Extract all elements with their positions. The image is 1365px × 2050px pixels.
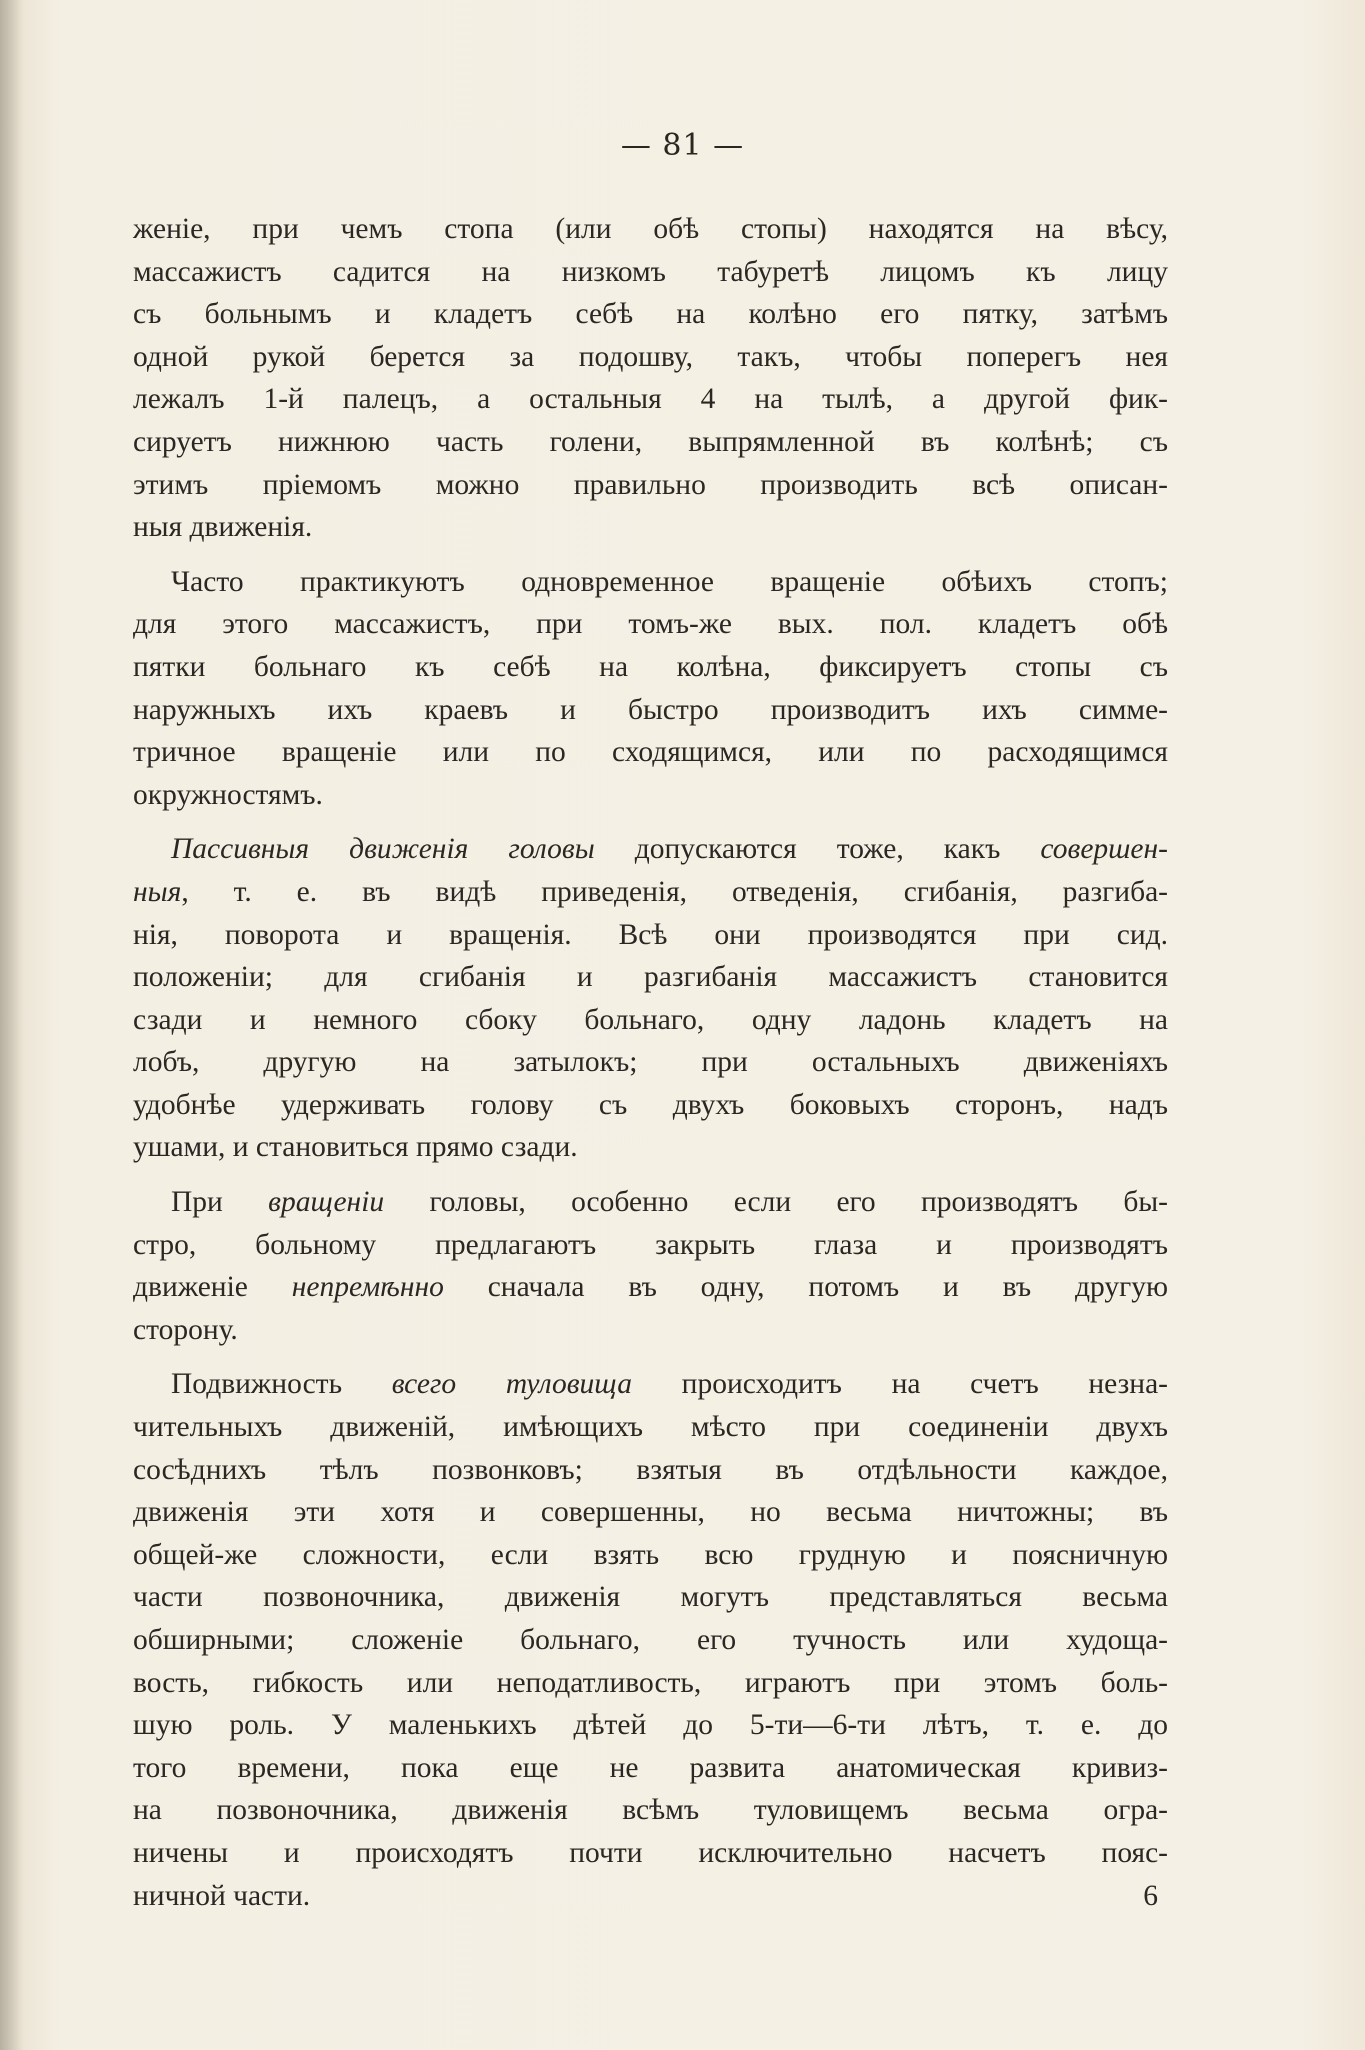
text-line: тричное вращеніе или по сходящимся, или по расходящимся [133,736,1168,769]
paragraph-2 [133,561,1168,817]
italic-term: ныя [133,875,182,908]
text-line [133,871,1168,914]
text-line: для этого массажистъ, при томъ-же вых. пол. кладетъ обѣ [133,608,1168,641]
text-line: сируетъ нижнюю часть голени, выпрямленной въ колѣнѣ; съ [133,425,1168,458]
italic-term: всего туловища [391,1368,632,1401]
text-line: стро, больному предлагаютъ закрыть глаза и производятъ [133,1228,1168,1261]
text-line: пятки больнаго къ себѣ на колѣна, фиксируетъ стопы съ [133,650,1168,683]
text-line: положеніи; для сгибанія и разгибанія массажистъ становится [133,961,1168,994]
paragraph-4 [133,1181,1168,1351]
text-line: лобъ, другую на затылокъ; при остальныхъ движеніяхъ [133,1046,1168,1079]
text-run: Подвижность [171,1368,392,1401]
last-line-with-signature [133,1875,1168,1918]
paragraph-5 [133,1363,1168,1917]
text-line: окружностямъ. [133,778,323,811]
text-line: нія, поворота и вращенія. Всѣ они производятся при сид. [133,918,1168,951]
text-line: сзади и немного сбоку больнаго, одну ладонь кладетъ на [133,1003,1168,1036]
paragraph-3 [133,828,1168,1169]
text-line: удобнѣе удерживать голову съ двухъ боковыхъ сторонъ, надъ [133,1088,1168,1121]
text-line: сосѣднихъ тѣлъ позвонковъ; взятыя въ отдѣльности каждое, [133,1453,1168,1486]
text-line: ничены и происходятъ почти исключительно насчетъ пояс- [133,1836,1168,1869]
text-line [133,1266,1168,1309]
text-run: головы, особенно если его производятъ бы- [384,1186,1169,1219]
text-line: шую роль. У маленькихъ дѣтей до 5-ти—6-ти лѣтъ, т. е. до [133,1709,1168,1742]
text-line: части позвоночника, движенія могутъ представляться весьма [133,1581,1168,1614]
text-line: массажистъ садится на низкомъ табуретѣ лицомъ къ лицу [133,255,1168,288]
text-line: Часто практикуютъ одновременное вращеніе обѣихъ стопъ; [171,565,1168,598]
text-line: ничной части. [133,1879,311,1912]
text-run: допускаются тоже, какъ [594,833,1041,866]
text-line: ныя движенія. [133,511,313,544]
text-line: лежалъ 1-й палецъ, а остальныя 4 на тылѣ, а другой фик- [133,383,1168,416]
text-line: одной рукой берется за подошву, такъ, чтобы поперегъ нея [133,340,1168,373]
text-line: сторону. [133,1313,238,1346]
text-line: наружныхъ ихъ краевъ и быстро производитъ ихъ симме- [133,693,1168,726]
text-line: этимъ пріемомъ можно правильно производить всѣ описан- [133,468,1168,501]
binding-shadow [0,0,24,2050]
page-number: — 81 — [620,128,745,163]
text-run: движеніе [133,1271,292,1304]
text-line: общей-же сложности, если взять всю грудную и поясничную [133,1538,1168,1571]
text-line [133,1181,1168,1224]
text-run: При [171,1186,269,1219]
text-line: женіе, при чемъ стопа (или обѣ стопы) находятся на вѣсу, [133,213,1168,245]
text-line: ушами, и становиться прямо сзади. [133,1131,578,1164]
text-line: съ больнымъ и кладетъ себѣ на колѣно его пятку, затѣмъ [133,298,1168,331]
text-line: на позвоночника, движенія всѣмъ туловищемъ весьма огра- [133,1794,1168,1827]
text-run: происходитъ на счетъ незна- [632,1368,1168,1401]
text-line: чительныхъ движеній, имѣющихъ мѣсто при соединеніи двухъ [133,1411,1168,1444]
text-line: обширными; сложеніе больнаго, его тучность или худоща- [133,1624,1168,1656]
text-run: , т. е. въ видѣ приведенія, отведенія, сгибанія, разгиба- [181,875,1168,908]
text-line: того времени, пока еще не развита анатомическая кривиз- [133,1751,1168,1784]
body-text [133,208,1168,1917]
paragraph-1 [133,208,1168,549]
text-run: сначала въ одну, потомъ и въ другую [443,1271,1168,1304]
italic-term: непремѣнно [291,1271,444,1304]
text-line: движенія эти хотя и совершенны, но весьма ничтожны; въ [133,1496,1168,1529]
text-line: вость, гибкость или неподатливость, играютъ при этомъ боль- [133,1666,1168,1699]
text-line [133,828,1168,871]
text-line [133,1363,1168,1406]
italic-term: Пассивныя движенія головы [171,833,595,866]
italic-term: вращеніи [268,1186,385,1219]
italic-term: совершен- [1040,833,1168,866]
signature-mark: 6 [1143,1879,1158,1912]
